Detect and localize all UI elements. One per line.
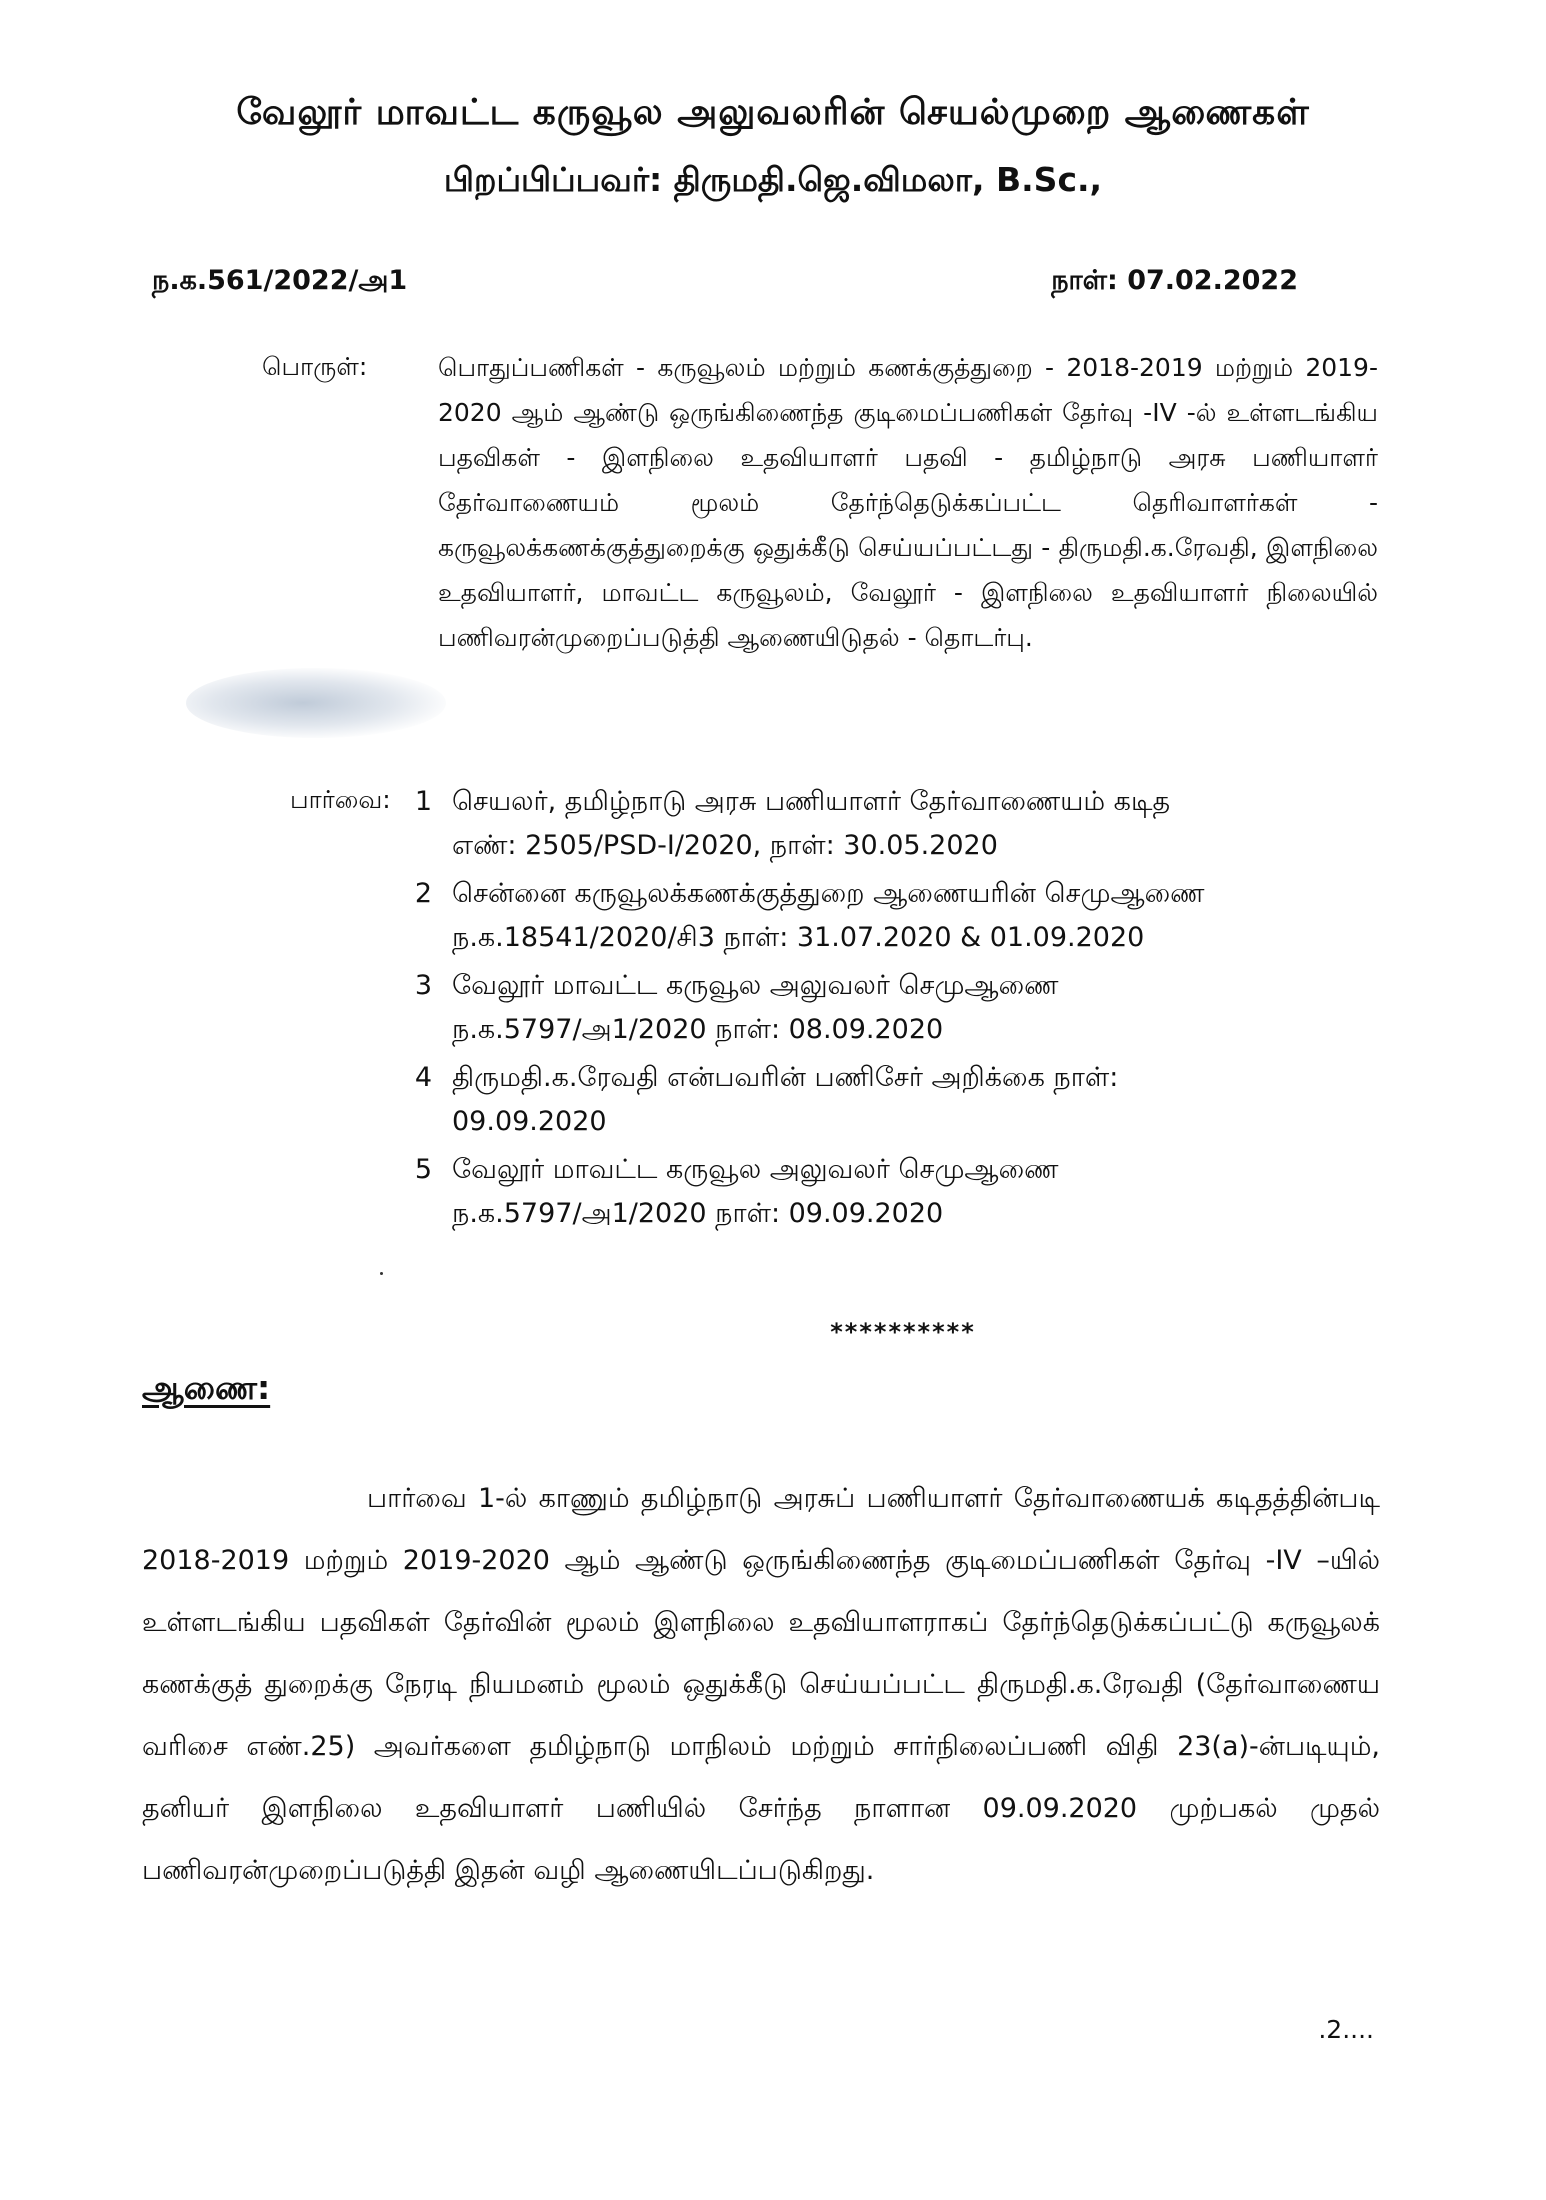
reference-number-marker: 3 [414, 970, 432, 1001]
order-body: பார்வை 1-ல் காணும் தமிழ்நாடு அரசுப் பணியாளர் தேர்வாணையக் கடிதத்தின்படி 2018-2019 மற்றும் 2019-2020 ஆம் ஆண்டு ஒருங்கிணைந்த குடிமைப்பணிகள் தேர்வு -IV –யில் உள்ளடங்கிய பதவிகள் தேர்வின் மூலம் இளநிலை உதவியாளராகப் தேர்ந்தெடுக்கப்பட்டு கருவூலக் கணக்குத் துறைக்கு நேரடி நியமனம் மூலம் ஒதுக்கீடு செய்யப்பட்ட திருமதி.க.ரேவதி (தேர்வாணைய வரிசை எண்.25) அவர்களை தமிழ்நாடு மாநிலம் மற்றும் சார்நிலைப்பணி விதி 23(a)-ன்படியும், தனியர் இளநிலை உதவியாளர் பணியில் சேர்ந்த நாளான 09.09.2020 முற்பகல் முதல் பணிவரன்முறைப்படுத்தி இதன் வழி ஆணையிடப்படுகிறது. [142, 1483, 1380, 1886]
reference-number: ந.க.561/2022/அ1 [152, 265, 408, 296]
references-list [414, 780, 1398, 1240]
reference-line: சென்னை கருவூலக்கணக்குத்துறை ஆணையரின் செமுஆணை [452, 878, 1205, 909]
reference-number-marker: 2 [414, 878, 432, 909]
subject-text: பொதுப்பணிகள் - கருவூலம் மற்றும் கணக்குத்துறை - 2018-2019 மற்றும் 2019-2020 ஆம் ஆண்டு ஒருங்கிணைந்த குடிமைப்பணிகள் தேர்வு -IV -ல் உள்ளடங்கிய பதவிகள் - இளநிலை உதவியாளர் பதவி - தமிழ்நாடு அரசு பணியாளர் தேர்வாணையம் மூலம் தேர்ந்தெடுக்கப்பட்ட தெரிவாளர்கள் - கருவூலக்கணக்குத்துறைக்கு ஒதுக்கீடு செய்யப்பட்டது - திருமதி.க.ரேவதி, இளநிலை உதவியாளர், மாவட்ட கருவூலம், வேலூர் - இளநிலை உதவியாளர் நிலையில் பணிவரன்முறைப்படுத்தி ஆணையிடுதல் - தொடர்பு. [438, 353, 1378, 652]
reference-number-marker: 4 [414, 1062, 432, 1093]
reference-line: ந.க.5797/அ1/2020 நாள்: 09.09.2020 [452, 1198, 944, 1229]
reference-item [414, 780, 1398, 868]
reference-line: வேலூர் மாவட்ட கருவூல அலுவலர் செமுஆணை [452, 1154, 1059, 1185]
reference-line: ந.க.5797/அ1/2020 நாள்: 08.09.2020 [452, 1014, 944, 1045]
ink-smudge [186, 668, 446, 738]
references-label: பார்வை: [290, 785, 391, 814]
reference-number-marker: 1 [414, 786, 432, 817]
page-continuation: .2.... [1318, 2015, 1374, 2044]
reference-line: செயலர், தமிழ்நாடு அரசு பணியாளர் தேர்வாணையம் கடித [452, 786, 1171, 817]
reference-line: எண்: 2505/PSD-I/2020, நாள்: 30.05.2020 [452, 830, 998, 861]
order-heading: ஆணை: [142, 1368, 271, 1407]
reference-item [414, 964, 1398, 1052]
section-separator: ********** [830, 1318, 976, 1346]
reference-line: ந.க.18541/2020/சி3 நாள்: 31.07.2020 & 01.09.2020 [452, 922, 1145, 953]
reference-line: வேலூர் மாவட்ட கருவூல அலுவலர் செமுஆணை [452, 970, 1059, 1001]
issuer-line: பிறப்பிப்பவர்: திருமதி.ஜெ.விமலா, B.Sc., [443, 160, 1103, 199]
reference-number-marker: 5 [414, 1154, 432, 1185]
stray-dot [380, 1272, 383, 1275]
reference-item [414, 1056, 1398, 1144]
reference-line: 09.09.2020 [452, 1106, 607, 1137]
reference-line: திருமதி.க.ரேவதி என்பவரின் பணிசேர் அறிக்கை நாள்: [452, 1062, 1119, 1093]
office-title: வேலூர் மாவட்ட கருவூல அலுவலரின் செயல்முறை ஆணைகள் [236, 92, 1310, 133]
reference-item [414, 1148, 1398, 1236]
reference-item [414, 872, 1398, 960]
subject-label: பொருள்: [262, 352, 368, 381]
order-date: நாள்: 07.02.2022 [1051, 265, 1298, 296]
